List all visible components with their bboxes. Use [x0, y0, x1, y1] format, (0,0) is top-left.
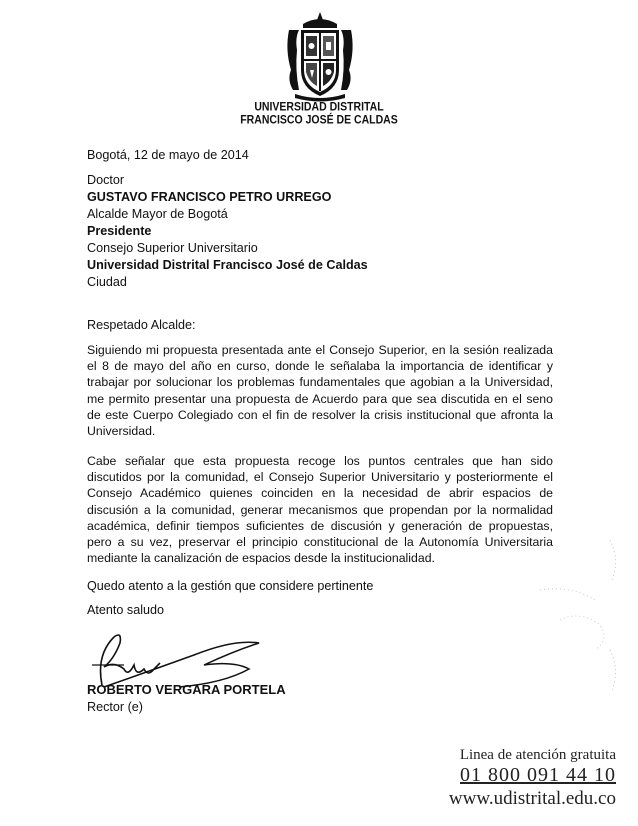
toll-free-phone: 01 800 091 44 10: [460, 764, 616, 786]
recipient-title: Doctor: [87, 173, 125, 187]
recipient-city: Ciudad: [87, 275, 127, 289]
body-paragraph-1: Siguiendo mi propuesta presentada ante el Consejo Superior, en la sesión realizada el 8 de mayo del año en curso, donde le señalaba la importancia de identificar y trabajar por solucionar los problemas fundamentales que agobian a la Universidad, me permito presentar una propuesta de Acuerdo para que sea discutida en el seno de este Cuerpo Colegiado con el fin de resolver la crisis institucional que afronta la Universidad.: [87, 343, 553, 439]
salutation: Respetado Alcalde:: [87, 318, 196, 332]
scan-marks-decoration: [500, 530, 630, 710]
recipient-name: GUSTAVO FRANCISCO PETRO URREGO: [87, 190, 332, 204]
university-name-line2: FRANCISCO JOSÉ DE CALDAS: [240, 113, 398, 127]
closing-greeting: Atento saludo: [87, 603, 165, 617]
signer-name: ROBERTO VERGARA PORTELA: [87, 682, 286, 697]
signer-title: Rector (e): [87, 700, 143, 714]
recipient-position1: Alcalde Mayor de Bogotá: [87, 207, 228, 221]
recipient-position2: Presidente: [87, 224, 152, 238]
university-name-line1: UNIVERSIDAD DISTRITAL: [254, 100, 384, 114]
toll-free-label: Linea de atención gratuita: [459, 747, 616, 763]
website-url[interactable]: www.udistrital.edu.co: [448, 788, 616, 809]
body-paragraph-2: Cabe señalar que esta propuesta recoge los puntos centrales que han sido discutidos por la comunidad, el Consejo Superior Universitario y posteriormente el Consejo Académico quienes coinciden en la necesidad de abrir espacios de discusión a la comunidad, generar mecanismos que propendan por la normalidad académica, definir tiempos suficientes de discusión y generación de propuestas, pero a su vez, preservar el principio constitucional de la Autonomía Universitaria mediante la canalización de espacios desde la institucionalidad.: [87, 454, 553, 566]
recipient-institution: Universidad Distrital Francisco José de Caldas: [87, 258, 368, 272]
closing-line: Quedo atento a la gestión que considere pertinente: [87, 579, 374, 593]
recipient-body: Consejo Superior Universitario: [87, 241, 258, 255]
letter-date: Bogotá, 12 de mayo de 2014: [87, 148, 249, 162]
university-crest-logo: [283, 10, 357, 102]
